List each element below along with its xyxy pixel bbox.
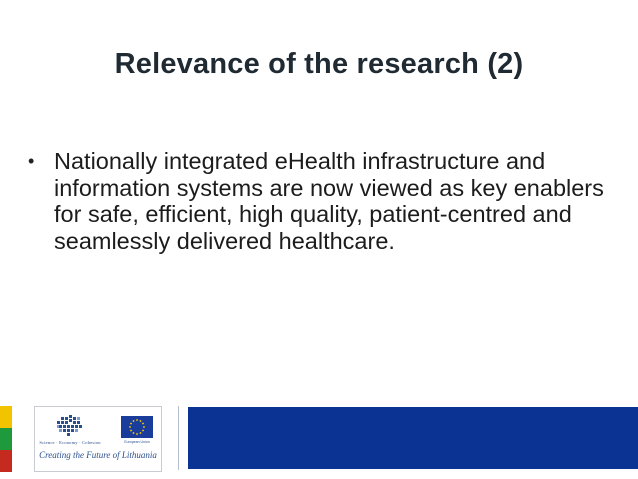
flag-stripe-red bbox=[0, 450, 12, 472]
bullet-text: Nationally integrated eHealth infrastructure and information systems are now viewed as key enablers for safe, efficient, high quality, patient-centred and seamlessly delivered healthcare. bbox=[54, 148, 604, 254]
bullet-list bbox=[28, 148, 608, 254]
slide-title: Relevance of the research (2) bbox=[114, 48, 524, 80]
footer-bar bbox=[188, 407, 638, 469]
flag-stripe-yellow bbox=[0, 406, 12, 428]
eu-caption: European Union bbox=[124, 440, 150, 444]
bullet-marker: • bbox=[28, 151, 35, 171]
logo-caption: Science · Economy · Cohesion bbox=[39, 440, 101, 445]
mosaic-logo-icon bbox=[55, 415, 85, 437]
logo-tagline: Creating the Future of Lithuania bbox=[39, 450, 157, 460]
footer-divider bbox=[178, 406, 179, 470]
eu-flag-icon bbox=[121, 416, 153, 438]
flag-stripe-green bbox=[0, 428, 12, 450]
footer-logo-box bbox=[34, 406, 162, 472]
bullet-item bbox=[28, 148, 608, 254]
